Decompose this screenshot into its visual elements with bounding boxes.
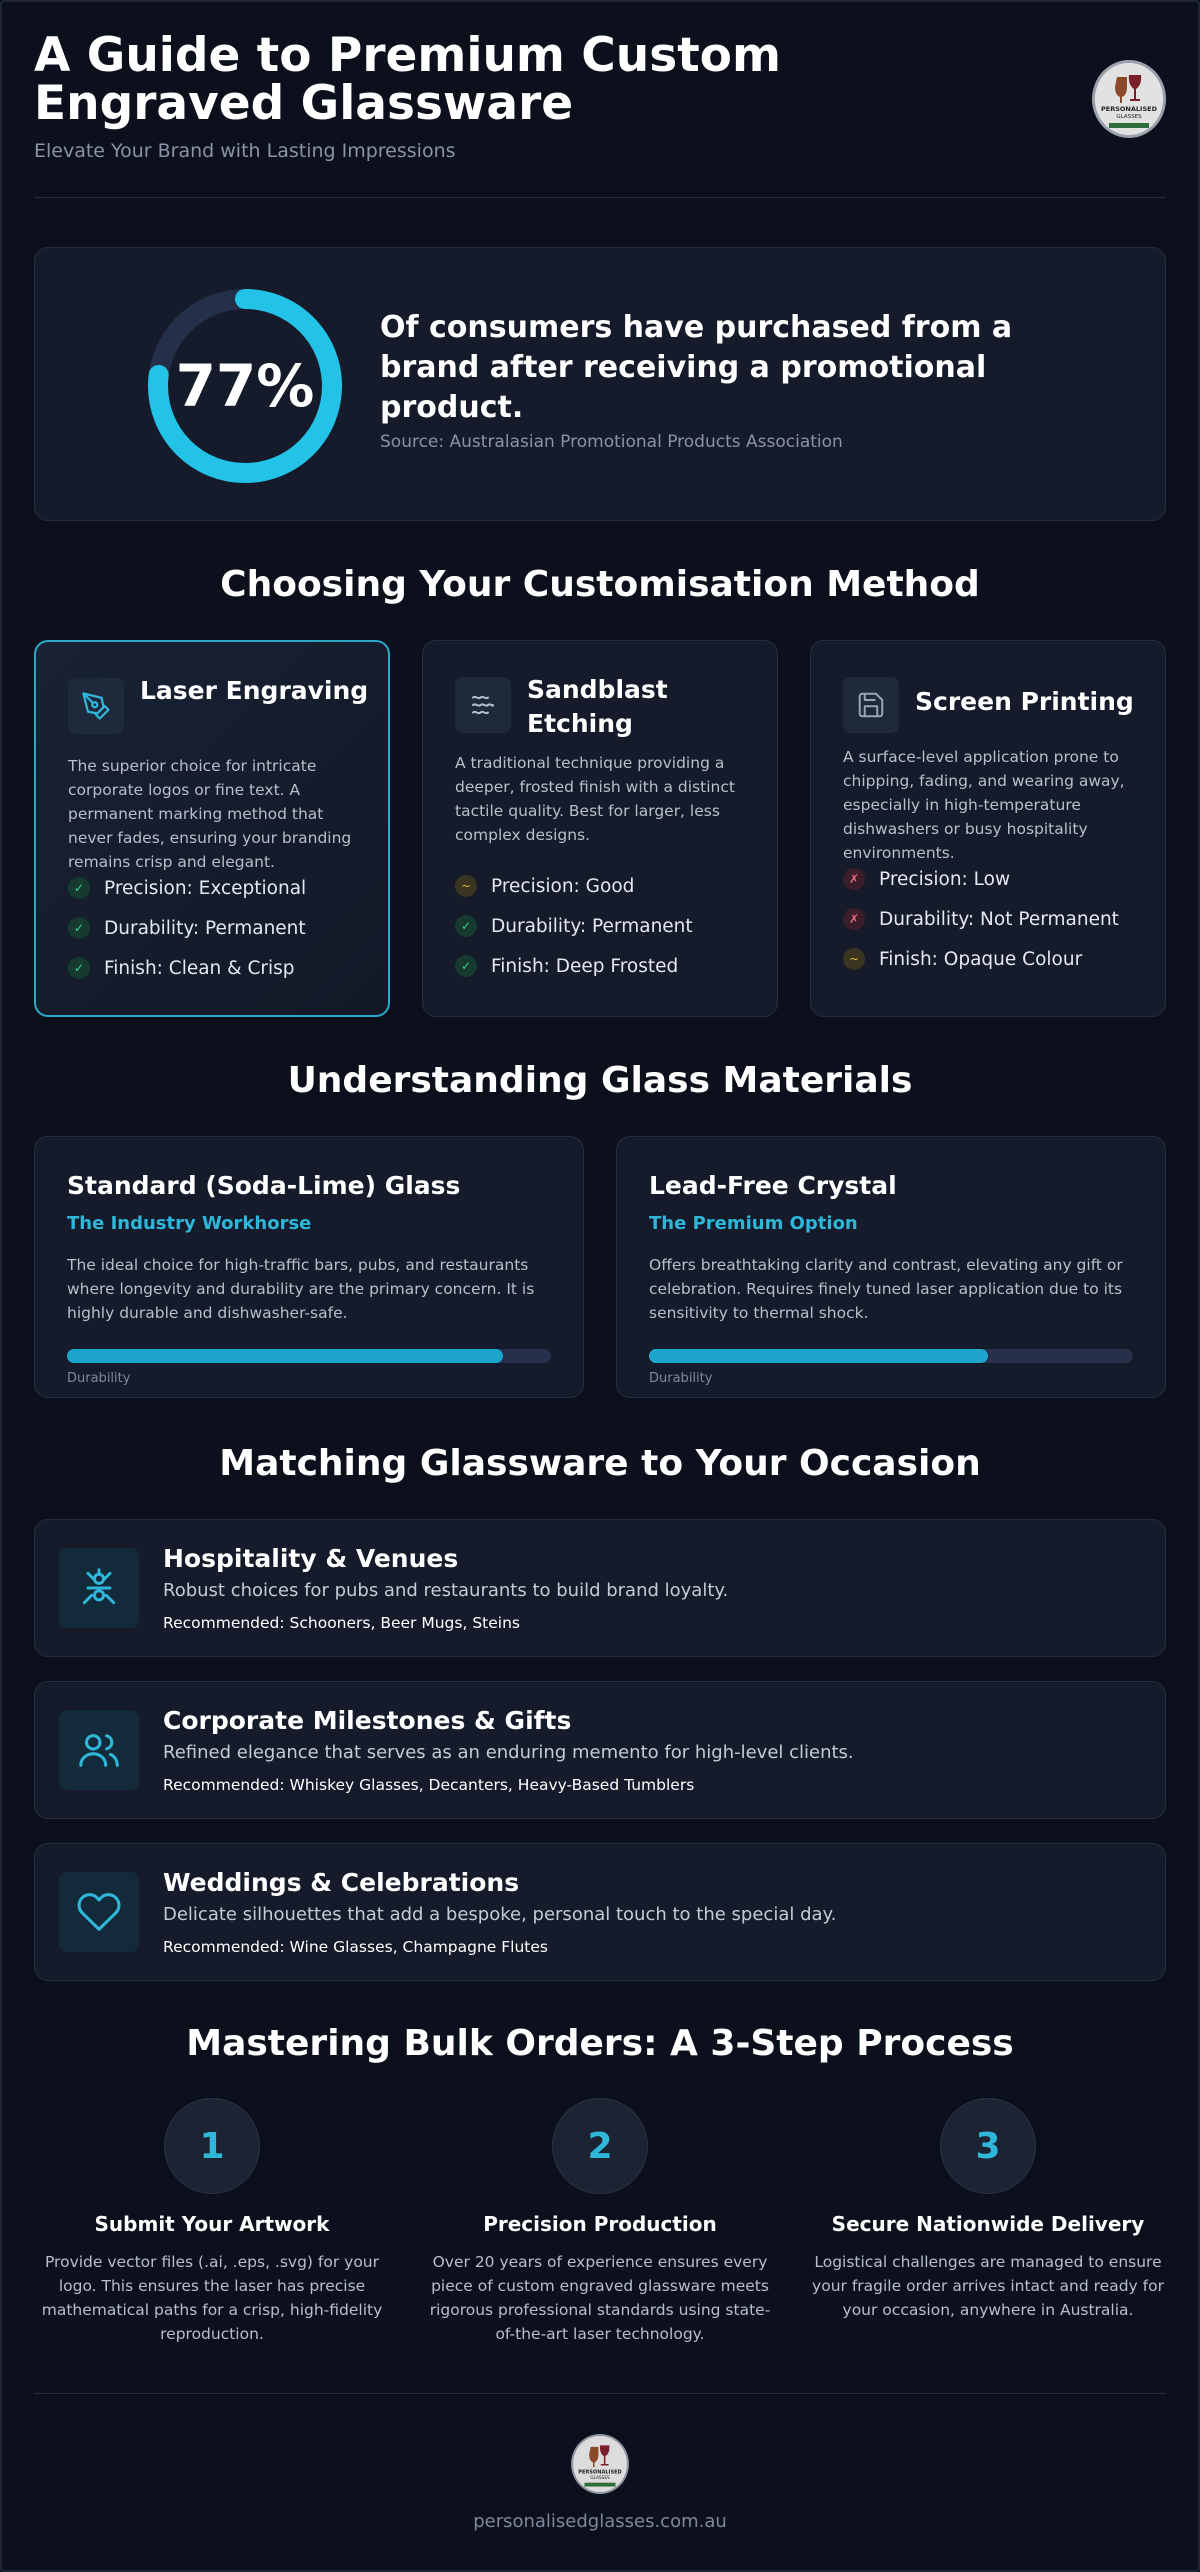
occasion-title: Corporate Milestones & Gifts	[163, 1706, 572, 1735]
feature-label: Precision: Low	[879, 868, 1011, 890]
page-title: A Guide to Premium Custom Engraved Glassware	[34, 28, 781, 131]
process-step-1	[34, 2098, 390, 2346]
method-features	[455, 866, 693, 986]
step-description: Logistical challenges are managed to ensure your fragile order arrives intact and ready for your occasion, anywhere in Australia.	[812, 2253, 1164, 2319]
method-description: A surface-level application prone to chipping, fading, and wearing away, especially in high-temperature dishwashers or busy hospitality environments.	[843, 748, 1125, 862]
material-description: Offers breathtaking clarity and contrast, elevating any gift or celebration. Requires finely tuned laser application due to its sensitivity to thermal shock.	[649, 1256, 1123, 1322]
process-title: Mastering Bulk Orders: A 3-Step Process	[186, 2023, 1014, 2064]
users-icon	[59, 1710, 139, 1790]
durability-label: Durability	[67, 1371, 131, 1386]
svg-text:GLASSES: GLASSES	[590, 2475, 610, 2481]
header-divider	[34, 197, 1166, 198]
feature-item	[843, 939, 1119, 979]
occasion-description: Delicate silhouettes that add a bespoke, personal touch to the special day.	[163, 1904, 837, 1925]
stat-headline: Of consumers have purchased from a brand after receiving a promotional product.	[380, 310, 1013, 425]
durability-bar	[67, 1349, 551, 1363]
step-description: Provide vector files (.ai, .eps, .svg) for your logo. This ensures the laser has precise mathematical paths for a crisp, high-fidelity reproduction.	[41, 2253, 383, 2343]
occasion-recommendation: Recommended: Wine Glasses, Champagne Flutes	[163, 1938, 548, 1956]
cross-icon: ✗	[843, 868, 865, 890]
feature-item	[843, 899, 1119, 939]
material-subtitle: The Premium Option	[649, 1213, 858, 1234]
footer-divider	[34, 2393, 1166, 2394]
check-icon: ✓	[455, 915, 477, 937]
material-card-crystal	[616, 1136, 1166, 1398]
durability-label: Durability	[649, 1371, 713, 1386]
party-icon	[59, 1548, 139, 1628]
occasion-title: Weddings & Celebrations	[163, 1868, 520, 1897]
method-title: Screen Printing	[915, 687, 1134, 716]
feature-item	[455, 946, 693, 986]
cross-icon: ✗	[843, 908, 865, 930]
feature-item	[68, 868, 306, 908]
footer-link[interactable]: personalisedglasses.com.au	[473, 2511, 727, 2532]
feature-item	[455, 866, 693, 906]
tilde-icon: ~	[455, 875, 477, 897]
occasion-recommendation: Recommended: Schooners, Beer Mugs, Steins	[163, 1614, 520, 1632]
durability-bar-fill	[67, 1349, 503, 1363]
stat-value: 77%	[175, 352, 315, 420]
feature-label: Finish: Clean & Crisp	[104, 957, 295, 979]
method-title: Sandblast Etching	[527, 675, 668, 738]
step-title: Submit Your Artwork	[94, 2212, 330, 2236]
svg-text:PERSONALISED: PERSONALISED	[1101, 105, 1157, 113]
method-card-laser	[34, 640, 390, 1017]
occasion-recommendation: Recommended: Whiskey Glasses, Decanters, Heavy-Based Tumblers	[163, 1776, 695, 1794]
method-features	[68, 868, 306, 988]
method-card-screen-print	[810, 640, 1166, 1017]
tilde-icon: ~	[843, 948, 865, 970]
step-title: Precision Production	[483, 2212, 717, 2236]
feature-item	[455, 906, 693, 946]
durability-bar	[649, 1349, 1133, 1363]
materials-title: Understanding Glass Materials	[287, 1060, 913, 1101]
footer-logo	[571, 2434, 629, 2494]
method-description: A traditional technique providing a deeper, frosted finish with a distinct tactile quality. Best for larger, less complex designs.	[455, 754, 735, 844]
stat-source: Source: Australasian Promotional Products Association	[380, 432, 843, 452]
feature-label: Durability: Not Permanent	[879, 908, 1119, 930]
material-description: The ideal choice for high-traffic bars, pubs, and restaurants where longevity and durability are the primary concern. It is highly durable and dishwasher-safe.	[67, 1256, 535, 1322]
feature-item	[68, 948, 306, 988]
occasion-card-hospitality	[34, 1519, 1166, 1657]
feature-item	[68, 908, 306, 948]
waves-icon	[455, 677, 511, 733]
methods-title: Choosing Your Customisation Method	[220, 564, 980, 605]
feature-label: Finish: Deep Frosted	[491, 955, 679, 977]
occasion-description: Robust choices for pubs and restaurants to build brand loyalty.	[163, 1580, 729, 1601]
process-step-2	[422, 2098, 778, 2346]
stat-card	[34, 247, 1166, 521]
method-description: The superior choice for intricate corporate logos or fine text. A permanent marking method that never fades, ensuring your branding remains crisp and elegant.	[68, 757, 352, 871]
svg-text:PERSONALISED: PERSONALISED	[578, 2469, 622, 2476]
occasions-title: Matching Glassware to Your Occasion	[219, 1443, 981, 1484]
check-icon: ✓	[68, 957, 90, 979]
step-description: Over 20 years of experience ensures every piece of custom engraved glassware meets rigorous professional standards using state-of-the-art laser technology.	[429, 2253, 771, 2343]
brand-logo	[1092, 60, 1166, 138]
occasion-card-corporate	[34, 1681, 1166, 1819]
feature-label: Precision: Exceptional	[104, 877, 307, 899]
method-title: Laser Engraving	[140, 676, 369, 705]
step-number: 3	[940, 2098, 1036, 2194]
occasion-description: Refined elegance that serves as an enduring memento for high-level clients.	[163, 1742, 854, 1763]
feature-label: Finish: Opaque Colour	[879, 948, 1083, 970]
feature-item	[843, 859, 1119, 899]
material-title: Standard (Soda-Lime) Glass	[67, 1171, 461, 1200]
step-number: 2	[552, 2098, 648, 2194]
method-card-sandblast	[422, 640, 778, 1017]
save-icon	[843, 677, 899, 733]
pen-tool-icon	[68, 678, 124, 734]
step-number: 1	[164, 2098, 260, 2194]
material-subtitle: The Industry Workhorse	[67, 1213, 312, 1234]
durability-bar-fill	[649, 1349, 988, 1363]
heart-icon	[59, 1872, 139, 1952]
feature-label: Precision: Good	[491, 875, 635, 897]
process-step-3	[810, 2098, 1166, 2322]
material-title: Lead-Free Crystal	[649, 1171, 897, 1200]
occasion-title: Hospitality & Venues	[163, 1544, 459, 1573]
feature-label: Durability: Permanent	[104, 917, 306, 939]
page-subtitle: Elevate Your Brand with Lasting Impressions	[34, 140, 456, 162]
header	[34, 0, 1166, 200]
step-title: Secure Nationwide Delivery	[831, 2212, 1145, 2236]
check-icon: ✓	[455, 955, 477, 977]
svg-text:GLASSES: GLASSES	[1116, 114, 1142, 120]
method-features	[843, 859, 1119, 979]
check-icon: ✓	[68, 877, 90, 899]
material-card-soda-lime	[34, 1136, 584, 1398]
occasion-card-weddings	[34, 1843, 1166, 1981]
check-icon: ✓	[68, 917, 90, 939]
feature-label: Durability: Permanent	[491, 915, 693, 937]
